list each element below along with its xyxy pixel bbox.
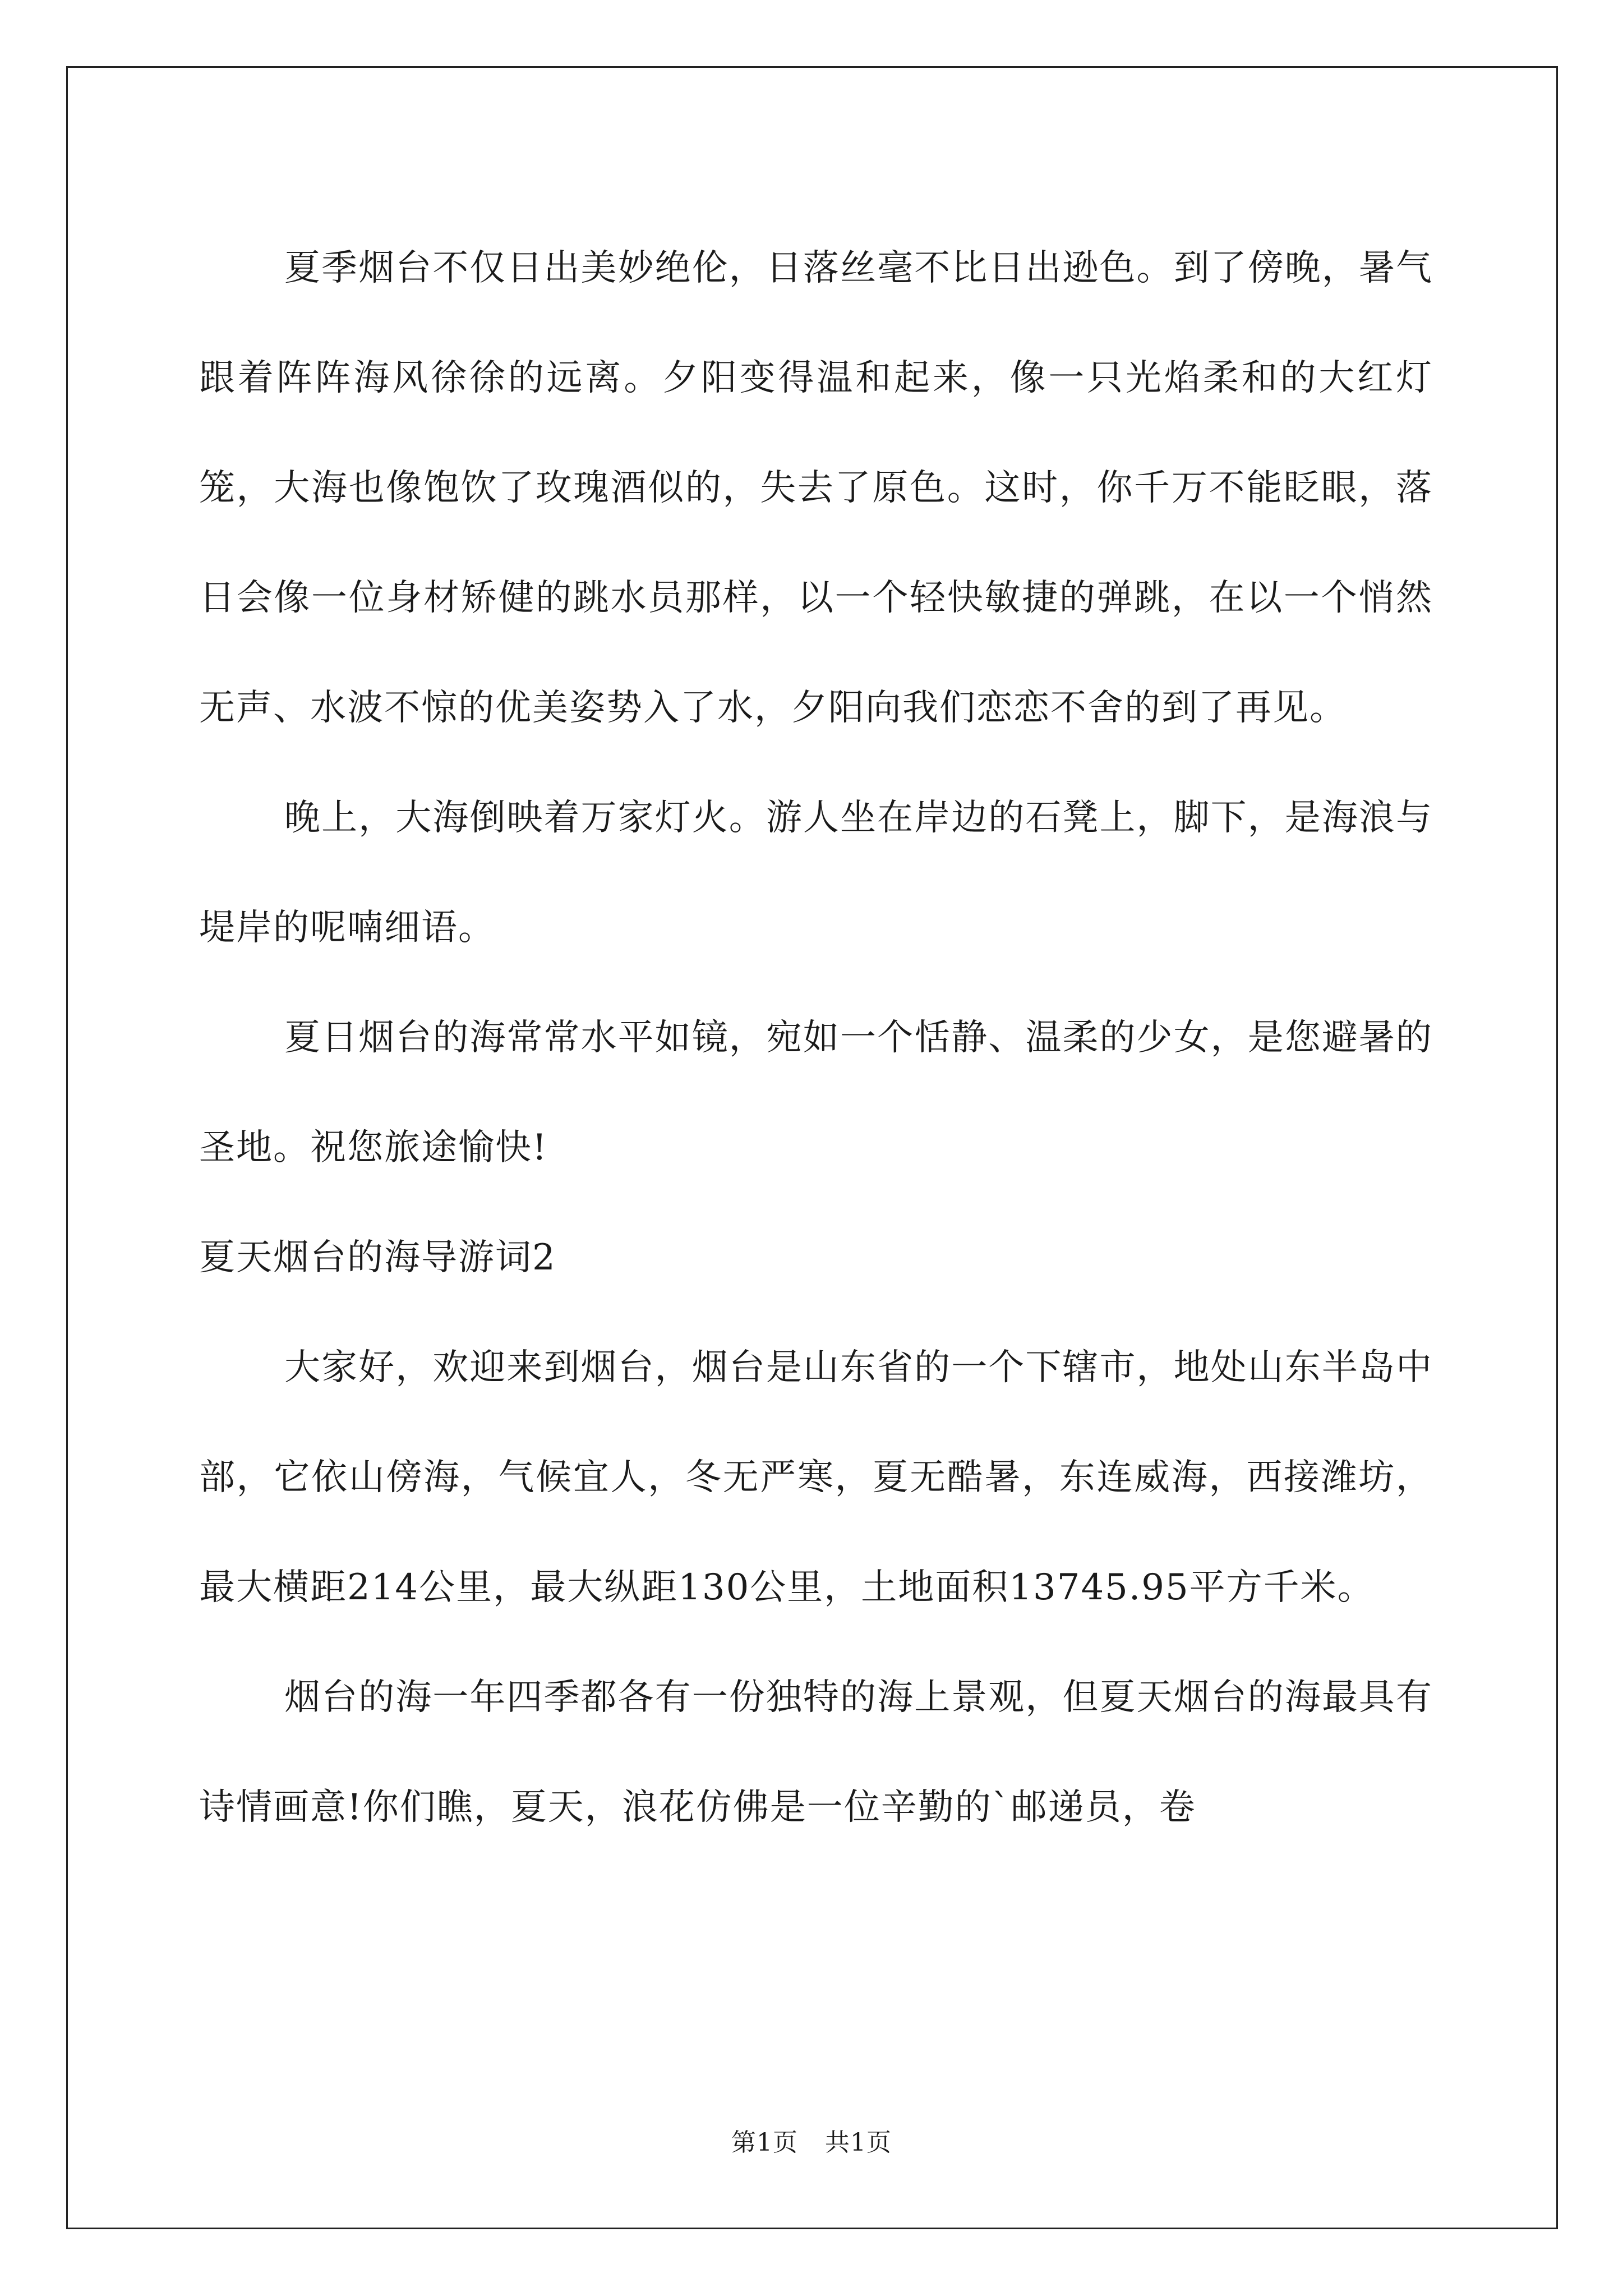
section-title: 夏天烟台的海导游词2 <box>199 1237 556 1278</box>
page-total: 共1页 <box>825 2128 892 2157</box>
paragraph-sunset: 夏季烟台不仅日出美妙绝伦，日落丝毫不比日出逊色。到了傍晚，暑气跟着阵阵海风徐徐的远离。夕阳变得温和起来，像一只光焰柔和的大红灯笼，大海也像饱饮了玫瑰酒似的，失去了原色。这时，你千万不能眨眼，落日会像一位身材矫健的跳水员那样，以一个轻快敏捷的弹跳，在以一个悄然无声、水波不惊的优美姿势入了水，夕阳向我们恋恋不舍的到了再见。 <box>199 247 1433 729</box>
paragraph-evening: 晚上，大海倒映着万家灯火。游人坐在岸边的石凳上，脚下，是海浪与堤岸的呢喃细语。 <box>199 797 1433 949</box>
paragraph-welcome: 大家好，欢迎来到烟台，烟台是山东省的一个下辖市，地处山东半岛中部，它依山傍海，气候宜人，冬无严寒，夏无酷暑，东连威海，西接潍坊，最大横距214公里，最大纵距130公里，土地面积13745.95平方千米。 <box>199 1347 1433 1608</box>
page-number: 第1页 <box>731 2128 798 2157</box>
paragraph-summer-sea: 夏日烟台的海常常水平如镜，宛如一个恬静、温柔的少女，是您避暑的圣地。祝您旅途愉快! <box>199 1017 1433 1168</box>
document-body <box>199 213 1433 1862</box>
page-footer <box>0 2126 1623 2160</box>
paragraph-seasons: 烟台的海一年四季都各有一份独特的海上景观，但夏天烟台的海最具有诗情画意!你们瞧，夏天，浪花仿佛是一位辛勤的`邮递员，卷 <box>199 1677 1433 1828</box>
